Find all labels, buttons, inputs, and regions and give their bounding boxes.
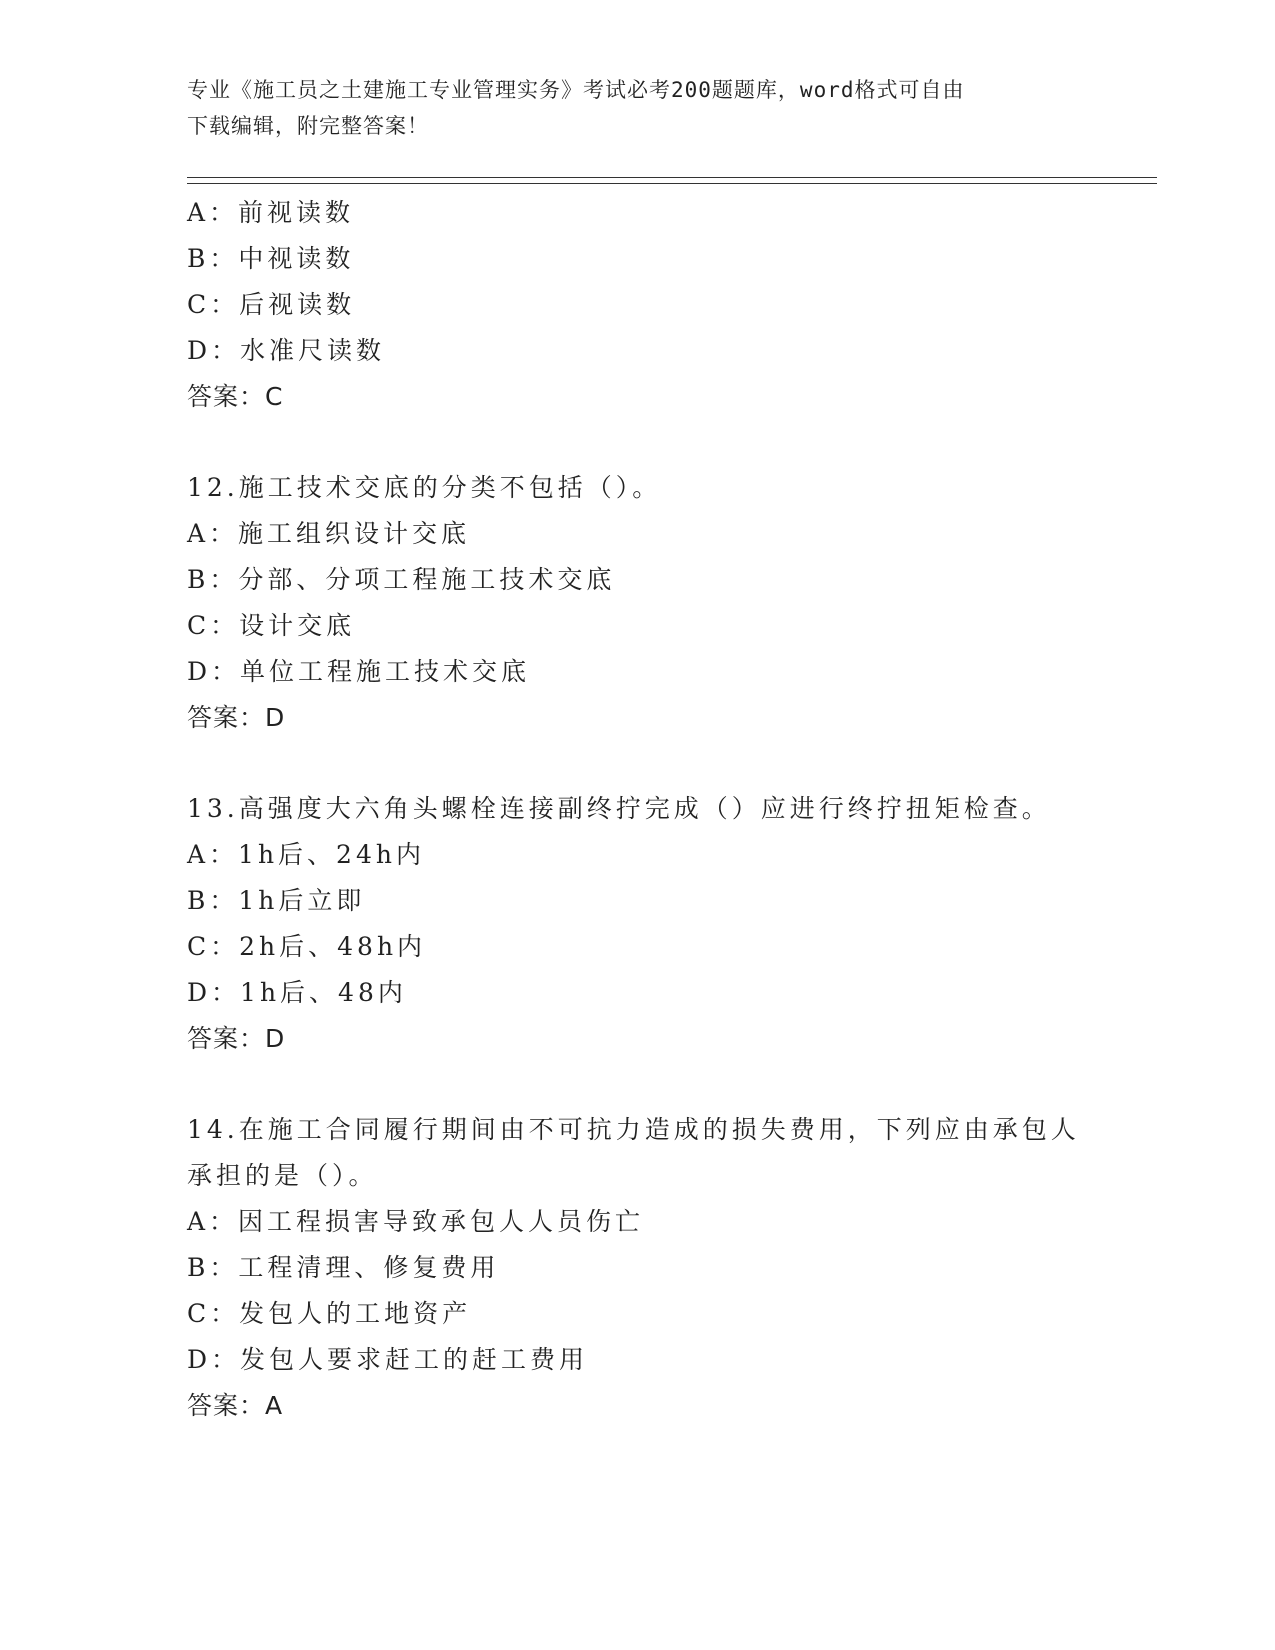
header-line-2: 下载编辑，附完整答案！ <box>187 114 429 138</box>
option-d: D：1h后、48内 <box>187 978 407 1007</box>
question-block-14 <box>187 1107 1087 1429</box>
option-a: A：因工程损害导致承包人人员伤亡 <box>187 1207 645 1236</box>
option-b: B：分部、分项工程施工技术交底 <box>187 565 616 594</box>
option-a: A：前视读数 <box>187 198 355 227</box>
answer-line: 答案：C <box>187 382 284 411</box>
answer-line: 答案：D <box>187 1024 286 1053</box>
option-c: C：设计交底 <box>187 611 356 640</box>
option-c: C：2h后、48h内 <box>187 932 427 961</box>
option-d: D：发包人要求赶工的赶工费用 <box>187 1345 589 1374</box>
question-block-11 <box>187 190 1087 420</box>
option-b: B：1h后立即 <box>187 886 366 915</box>
header-line-1: 专业《施工员之土建施工专业管理实务》考试必考200题题库，word格式可自由 <box>187 78 965 102</box>
spacer <box>187 420 1087 465</box>
answer-line: 答案：D <box>187 703 286 732</box>
option-d: D：水准尺读数 <box>187 336 386 365</box>
question-text: 12.施工技术交底的分类不包括（）。 <box>187 473 662 502</box>
option-a: A：1h后、24h内 <box>187 840 425 869</box>
answer-line: 答案：A <box>187 1391 284 1420</box>
question-block-13 <box>187 786 1087 1062</box>
option-c: C：发包人的工地资产 <box>187 1299 472 1328</box>
document-header <box>187 72 1067 144</box>
header-divider <box>187 177 1157 184</box>
option-c: C：后视读数 <box>187 290 356 319</box>
option-b: B：中视读数 <box>187 244 355 273</box>
question-text-continued: 承担的是（）。 <box>187 1161 378 1190</box>
question-list <box>187 190 1087 1429</box>
spacer <box>187 1062 1087 1107</box>
option-d: D：单位工程施工技术交底 <box>187 657 531 686</box>
question-text: 14.在施工合同履行期间由不可抗力造成的损失费用，下列应由承包人 <box>187 1115 1080 1144</box>
question-block-12 <box>187 465 1087 741</box>
spacer <box>187 741 1087 786</box>
option-b: B：工程清理、修复费用 <box>187 1253 500 1282</box>
option-a: A：施工组织设计交底 <box>187 519 471 548</box>
question-text: 13.高强度大六角头螺栓连接副终拧完成（）应进行终拧扭矩检查。 <box>187 794 1051 823</box>
